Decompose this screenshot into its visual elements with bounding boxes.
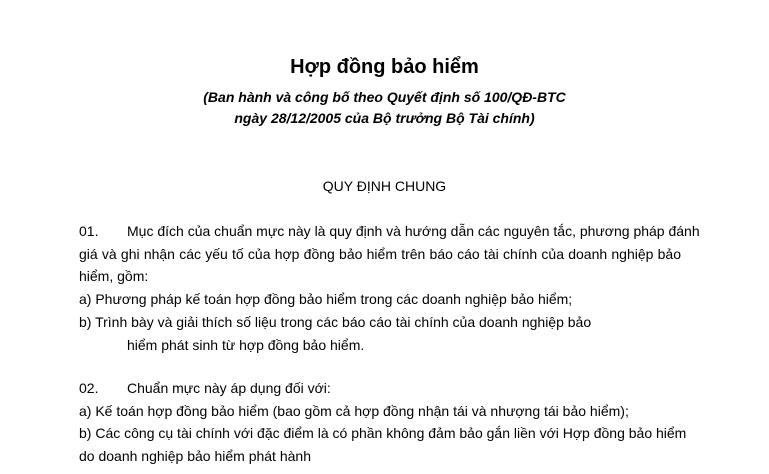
paragraph-01-line3: hiểm, gồm:: [79, 268, 149, 284]
paragraph-01-line2: giá và ghi nhận các yếu tố của hợp đồng bảo hiểm trên báo cáo tài chính của doanh nghiệp bảo: [79, 246, 681, 262]
paragraph-01-line1: [79, 222, 700, 240]
document-subtitle-line1: (Ban hành và công bố theo Quyết định số 100/QĐ-BTC: [203, 89, 566, 105]
paragraph-02-item-b-line2: do doanh nghiệp bảo hiểm phát hành: [79, 448, 311, 464]
paragraph-01-item-b-line1: b) Trình bày và giải thích số liệu trong các báo cáo tài chính của doanh nghiệp bảo: [79, 314, 592, 330]
paragraph-01-text: Mục đích của chuẩn mực này là quy định và hướng dẫn các nguyên tắc, phương pháp đánh: [127, 223, 700, 239]
paragraph-02-number: 02.: [79, 380, 99, 396]
document-subtitle-line2: ngày 28/12/2005 của Bộ trưởng Bộ Tài chính): [234, 110, 535, 126]
paragraph-01-item-a: a) Phương pháp kế toán hợp đồng bảo hiểm trong các doanh nghiệp bảo hiểm;: [79, 291, 573, 307]
paragraph-02-item-a: a) Kế toán hợp đồng bảo hiểm (bao gồm cả hợp đồng nhận tái và nhượng tái bảo hiểm);: [79, 403, 629, 419]
paragraph-01-number: 01.: [79, 223, 99, 239]
paragraph-02-item-b-line1: b) Các công cụ tài chính với đặc điểm là có phần không đảm bảo gắn liền với Hợp đồng bảo hiểm: [79, 425, 687, 441]
paragraph-01-item-b-line2: hiểm phát sinh từ hợp đồng bảo hiểm.: [127, 337, 365, 353]
document-title: Hợp đồng bảo hiểm: [290, 56, 479, 78]
paragraph-02-text: Chuẩn mực này áp dụng đối với:: [127, 380, 331, 396]
paragraph-02-line1: [79, 379, 331, 397]
section-heading: QUY ĐỊNH CHUNG: [322, 178, 447, 194]
